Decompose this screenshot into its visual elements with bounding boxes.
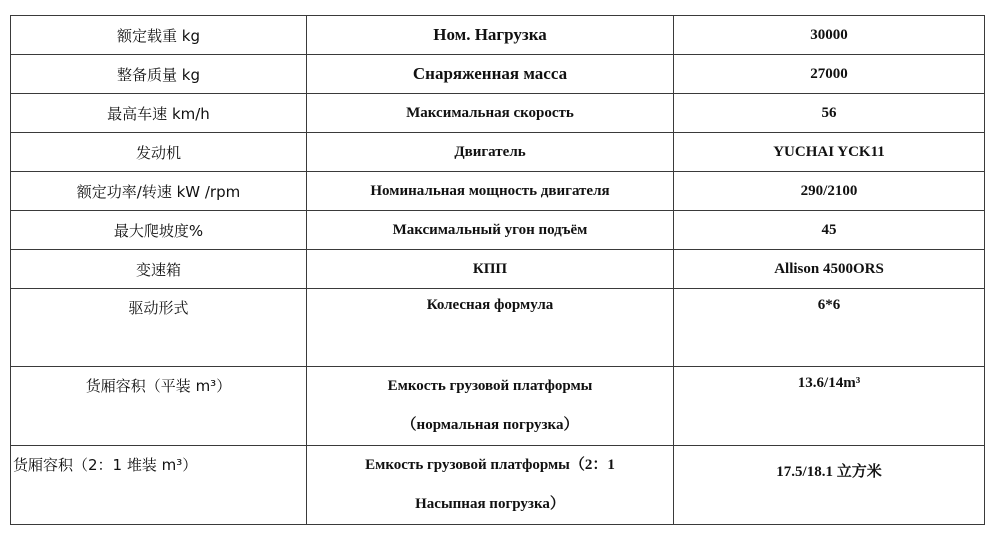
spec-value: Allison 4500ORS (674, 250, 985, 289)
table-row (11, 446, 985, 525)
spec-label-zh: 发动机 (11, 133, 307, 172)
spec-label-zh: 最大爬坡度% (11, 211, 307, 250)
spec-value: 45 (674, 211, 985, 250)
table-row (11, 289, 985, 367)
spec-label-zh: 整备质量 kg (11, 55, 307, 94)
spec-label-zh: 额定功率/转速 kW /rpm (11, 172, 307, 211)
spec-label-ru-line: Емкость грузовой платформы (387, 378, 593, 394)
spec-value: 6*6 (674, 289, 985, 367)
spec-label-zh: 最高车速 km/h (11, 94, 307, 133)
spec-label-ru: Колесная формула (307, 289, 674, 367)
spec-label-ru: Номинальная мощность двигателя (307, 172, 674, 211)
spec-value: 27000 (674, 55, 985, 94)
spec-label-ru-line: Насыпная погрузка） (415, 496, 565, 512)
table-row (11, 367, 985, 446)
spec-label-ru: Максимальный угон подъём (307, 211, 674, 250)
spec-label-ru-line: Емкость грузовой платформы（2：1 (365, 457, 615, 473)
table-row (11, 172, 985, 211)
spec-label-ru: Максимальная скорость (307, 94, 674, 133)
table-row (11, 250, 985, 289)
spec-value: 30000 (674, 16, 985, 55)
spec-value: 13.6/14m³ (674, 367, 985, 446)
spec-value: YUCHAI YCK11 (674, 133, 985, 172)
spec-label-ru: Снаряженная масса (307, 55, 674, 94)
table-row (11, 94, 985, 133)
spec-value: 290/2100 (674, 172, 985, 211)
spec-label-zh: 货厢容积（2：1 堆装 m³） (11, 446, 307, 525)
spec-value-unit: 立方米 (836, 462, 882, 480)
spec-label-zh: 货厢容积（平装 m³） (11, 367, 307, 446)
spec-label-ru-line: （нормальная погрузка） (401, 417, 579, 433)
spec-label-ru (307, 367, 674, 446)
spec-value-number: 17.5/18.1 (776, 464, 837, 480)
table-row (11, 211, 985, 250)
spec-label-zh: 驱动形式 (11, 289, 307, 367)
spec-value (674, 446, 985, 525)
spec-label-ru: Ном. Нагрузка (307, 16, 674, 55)
table-row (11, 55, 985, 94)
spec-table (10, 15, 985, 525)
spec-value: 56 (674, 94, 985, 133)
table-row (11, 16, 985, 55)
spec-label-zh: 变速箱 (11, 250, 307, 289)
spec-label-ru: Двигатель (307, 133, 674, 172)
spec-label-zh: 额定载重 kg (11, 16, 307, 55)
table-row (11, 133, 985, 172)
spec-label-ru (307, 446, 674, 525)
spec-label-ru: КПП (307, 250, 674, 289)
